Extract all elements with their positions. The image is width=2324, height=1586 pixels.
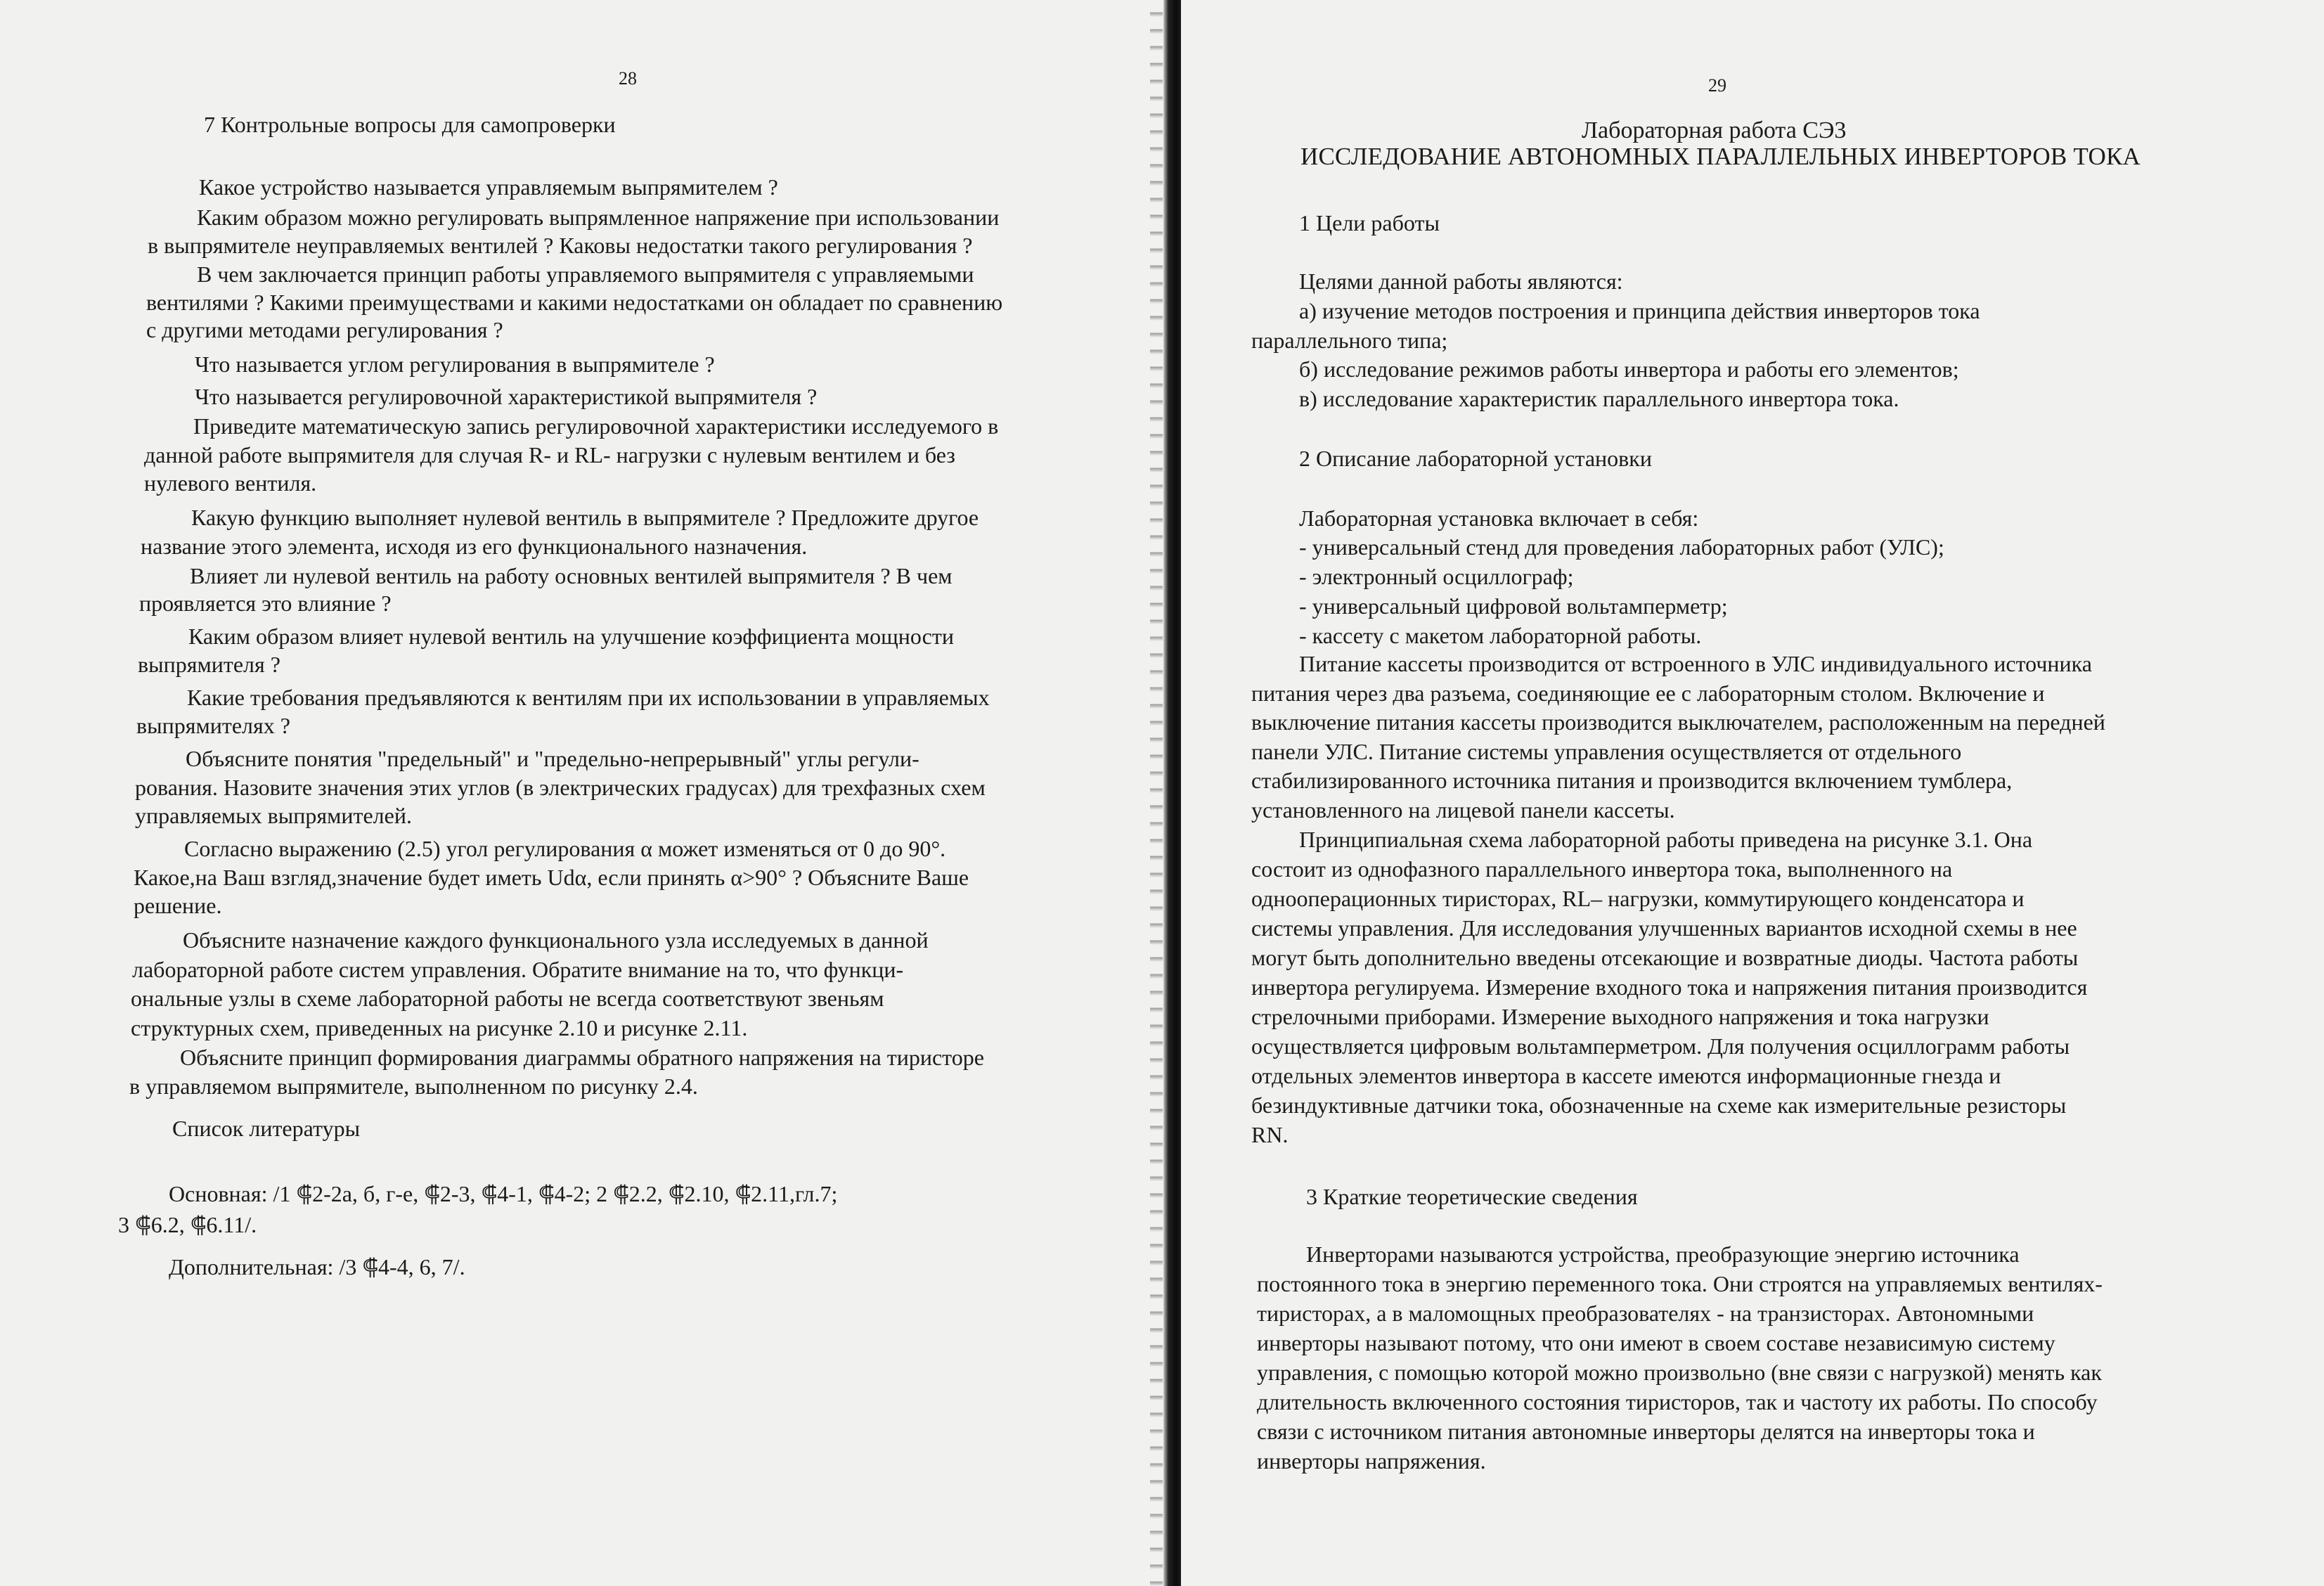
paragraph-line: однооперационных тиристорах, RL– нагрузки, коммутирующего конденсатора и: [1251, 886, 2025, 911]
question-line: название этого элемента, исходя из его функционального назначения.: [141, 534, 808, 559]
page-number: 29: [1708, 75, 1726, 96]
paragraph-line: безиндуктивные датчики тока, обозначенные на схеме как измерительные резисторы: [1251, 1092, 2067, 1118]
question-line: Какие требования предъявляются к вентилям при их использовании в управляемых: [187, 685, 990, 710]
paragraph-line: длительность включенного состояния тиристоров, так и частоту их работы. По способу: [1257, 1389, 2098, 1414]
question-line: выпрямителях ?: [136, 713, 290, 738]
question-line: выпрямителя ?: [138, 652, 280, 677]
paragraph-line: Принципиальная схема лабораторной работы приведена на рисунке 3.1. Она: [1299, 827, 2033, 852]
question-line: Согласно выражению (2.5) угол регулирования α может изменяться от 0 до 90°.: [184, 836, 946, 861]
question-line: в управляемом выпрямителе, выполненном по рисунку 2.4.: [129, 1074, 698, 1099]
equipment-item: - универсальный стенд для проведения лабораторных работ (УЛС);: [1299, 534, 1944, 560]
references-main-text: /1 ⸿2-2а, б, г-е, ⸿2-3, ⸿4-1, ⸿4-2; 2 ⸿2.2, ⸿2.10, ⸿2.11,гл.7;: [267, 1181, 838, 1206]
question-line: Приведите математическую запись регулировочной характеристики исследуемого в: [193, 413, 999, 439]
paragraph-line: стрелочными приборами. Измерение выходного напряжения и тока нагрузки: [1251, 1004, 1989, 1029]
question-line: В чем заключается принцип работы управляемого выпрямителя с управляемыми: [197, 262, 974, 287]
page-number: 28: [619, 68, 637, 89]
question-line: вентилями ? Какими преимуществами и какими недостатками он обладает по сравнению: [146, 290, 1003, 315]
section-1-title: 1 Цели работы: [1299, 210, 1440, 236]
question-line: Объясните принцип формирования диаграммы обратного напряжения на тиристоре: [180, 1045, 984, 1070]
references-main-label: Основная:: [169, 1181, 268, 1206]
paragraph-line: отдельных элементов инвертора в кассете имеются информационные гнезда и: [1251, 1063, 2001, 1088]
paragraph-line: Инверторами называются устройства, преобразующие энергию источника: [1306, 1242, 2020, 1267]
question-line: Что называется регулировочной характеристикой выпрямителя ?: [195, 384, 818, 409]
references-extra-label: Дополнительная:: [169, 1254, 334, 1279]
paragraph-line: стабилизированного источника питания и производится включением тумблера,: [1251, 768, 2013, 793]
goal-c: в) исследование характеристик параллельного инвертора тока.: [1299, 386, 1899, 411]
question-line: с другими методами регулирования ?: [146, 317, 503, 342]
paragraph-line: инвертора регулируема. Измерение входного тока и напряжения питания производится: [1251, 974, 2088, 1000]
spine-shadow: [1150, 0, 1163, 1586]
section-2-title: 2 Описание лабораторной установки: [1299, 446, 1652, 471]
paragraph-line: состоит из однофазного параллельного инвертора тока, выполненного на: [1251, 856, 1953, 882]
question-line: ональные узлы в схеме лабораторной работы не всегда соответствуют звеньям: [131, 986, 884, 1011]
paragraph-line: осуществляется цифровым вольтамперметром. Для получения осциллограмм работы: [1251, 1033, 2070, 1059]
question-line: решение.: [134, 893, 222, 918]
paragraph-line: выключение питания кассеты производится выключателем, расположенным на передней: [1251, 709, 2105, 735]
equipment-item: - универсальный цифровой вольтамперметр;: [1299, 593, 1728, 619]
right-page: [1181, 0, 2324, 1586]
section-title: 7 Контрольные вопросы для самопроверки: [204, 112, 616, 137]
question-line: данной работе выпрямителя для случая R- и RL- нагрузки с нулевым вентилем и без: [144, 442, 955, 468]
paragraph-line: тиристорах, а в маломощных преобразователях - на транзисторах. Автономными: [1257, 1301, 2034, 1326]
equipment-item: - кассету с макетом лабораторной работы.: [1299, 623, 1702, 648]
question-line: в выпрямителе неуправляемых вентилей ? Каковы недостатки такого регулирования ?: [148, 233, 973, 258]
goal-a: а) изучение методов построения и принципа действия инверторов тока: [1299, 298, 1980, 323]
section-3-title: 3 Краткие теоретические сведения: [1306, 1184, 1638, 1209]
question-line: нулевого вентиля.: [144, 470, 317, 496]
question-line: Какое,на Ваш взгляд,значение будет иметь Udα, если принять α>90° ? Объясните Ваше: [134, 865, 969, 890]
question-line: Какое устройство называется управляемым выпрямителем ?: [199, 174, 778, 200]
references-extra-text: /3 ⸿4-4, 6, 7/.: [333, 1254, 465, 1279]
paragraph-line: Питание кассеты производится от встроенного в УЛС индивидуального источника: [1299, 651, 2092, 676]
goal-a-continued: параллельного типа;: [1251, 328, 1448, 353]
lab-title: Лабораторная работа СЭ3: [1582, 117, 1847, 143]
paragraph-line: панели УЛС. Питание системы управления осуществляется от отдельного: [1251, 739, 1962, 764]
question-line: рования. Назовите значения этих углов (в электрических градусах) для трехфазных схем: [135, 775, 986, 800]
lab-subject: ИССЛЕДОВАНИЕ АВТОНОМНЫХ ПАРАЛЛЕЛЬНЫХ ИНВЕРТОРОВ ТОКА: [1300, 143, 2141, 170]
question-line: Каким образом можно регулировать выпрямленное напряжение при использовании: [197, 205, 1000, 230]
goal-b: б) исследование режимов работы инвертора и работы его элементов;: [1299, 356, 1959, 382]
paragraph-line: инверторы напряжения.: [1257, 1448, 1486, 1474]
question-line: Объясните назначение каждого функционального узла исследуемых в данной: [183, 927, 929, 953]
paragraph-line: системы управления. Для исследования улучшенных вариантов исходной схемы в нее: [1251, 915, 2077, 941]
question-line: проявляется это влияние ?: [139, 591, 392, 616]
paragraph-line: связи с источником питания автономные инверторы делятся на инверторы тока и: [1257, 1419, 2035, 1444]
equipment-item: - электронный осциллограф;: [1299, 564, 1574, 589]
paragraph-line: управления, с помощью которой можно произвольно (вне связи с нагрузкой) менять как: [1257, 1360, 2102, 1385]
references-title: Список литературы: [172, 1116, 361, 1141]
question-line: структурных схем, приведенных на рисунке 2.10 и рисунке 2.11.: [131, 1015, 748, 1040]
paragraph-line: питания через два разъема, соединяющие ее с лабораторным столом. Включение и: [1251, 681, 2045, 706]
question-line: Какую функцию выполняет нулевой вентиль в выпрямителе ? Предложите другое: [191, 505, 979, 530]
question-line: Каким образом влияет нулевой вентиль на улучшение коэффициента мощности: [188, 624, 954, 649]
references-main-continued: 3 ⸿6.2, ⸿6.11/.: [118, 1212, 257, 1237]
question-line: Влияет ли нулевой вентиль на работу основных вентилей выпрямителя ? В чем: [190, 563, 953, 588]
question-line: Что называется углом регулирования в выпрямителе ?: [195, 352, 715, 377]
section-2-intro: Лабораторная установка включает в себя:: [1299, 505, 1699, 531]
question-line: управляемых выпрямителей.: [135, 803, 412, 828]
section-1-intro: Целями данной работы являются:: [1299, 269, 1623, 294]
paragraph-line: RN.: [1251, 1122, 1289, 1147]
references-extra: [169, 1251, 465, 1282]
references-main: [169, 1178, 837, 1209]
question-line: Объясните понятия "предельный" и "предельно-непрерывный" углы регули-: [186, 746, 919, 771]
paragraph-line: инверторы называют потому, что они имеют в своем составе независимую систему: [1257, 1330, 2055, 1355]
paragraph-line: установленного на лицевой панели кассеты.: [1251, 797, 1675, 823]
paragraph-line: постоянного тока в энергию переменного тока. Они строятся на управляемых вентилях-: [1257, 1271, 2103, 1296]
paragraph-line: могут быть дополнительно введены отсекающие и возвратные диоды. Частота работы: [1251, 945, 2079, 970]
question-line: лабораторной работе систем управления. Обратите внимание на то, что функци-: [132, 957, 904, 982]
